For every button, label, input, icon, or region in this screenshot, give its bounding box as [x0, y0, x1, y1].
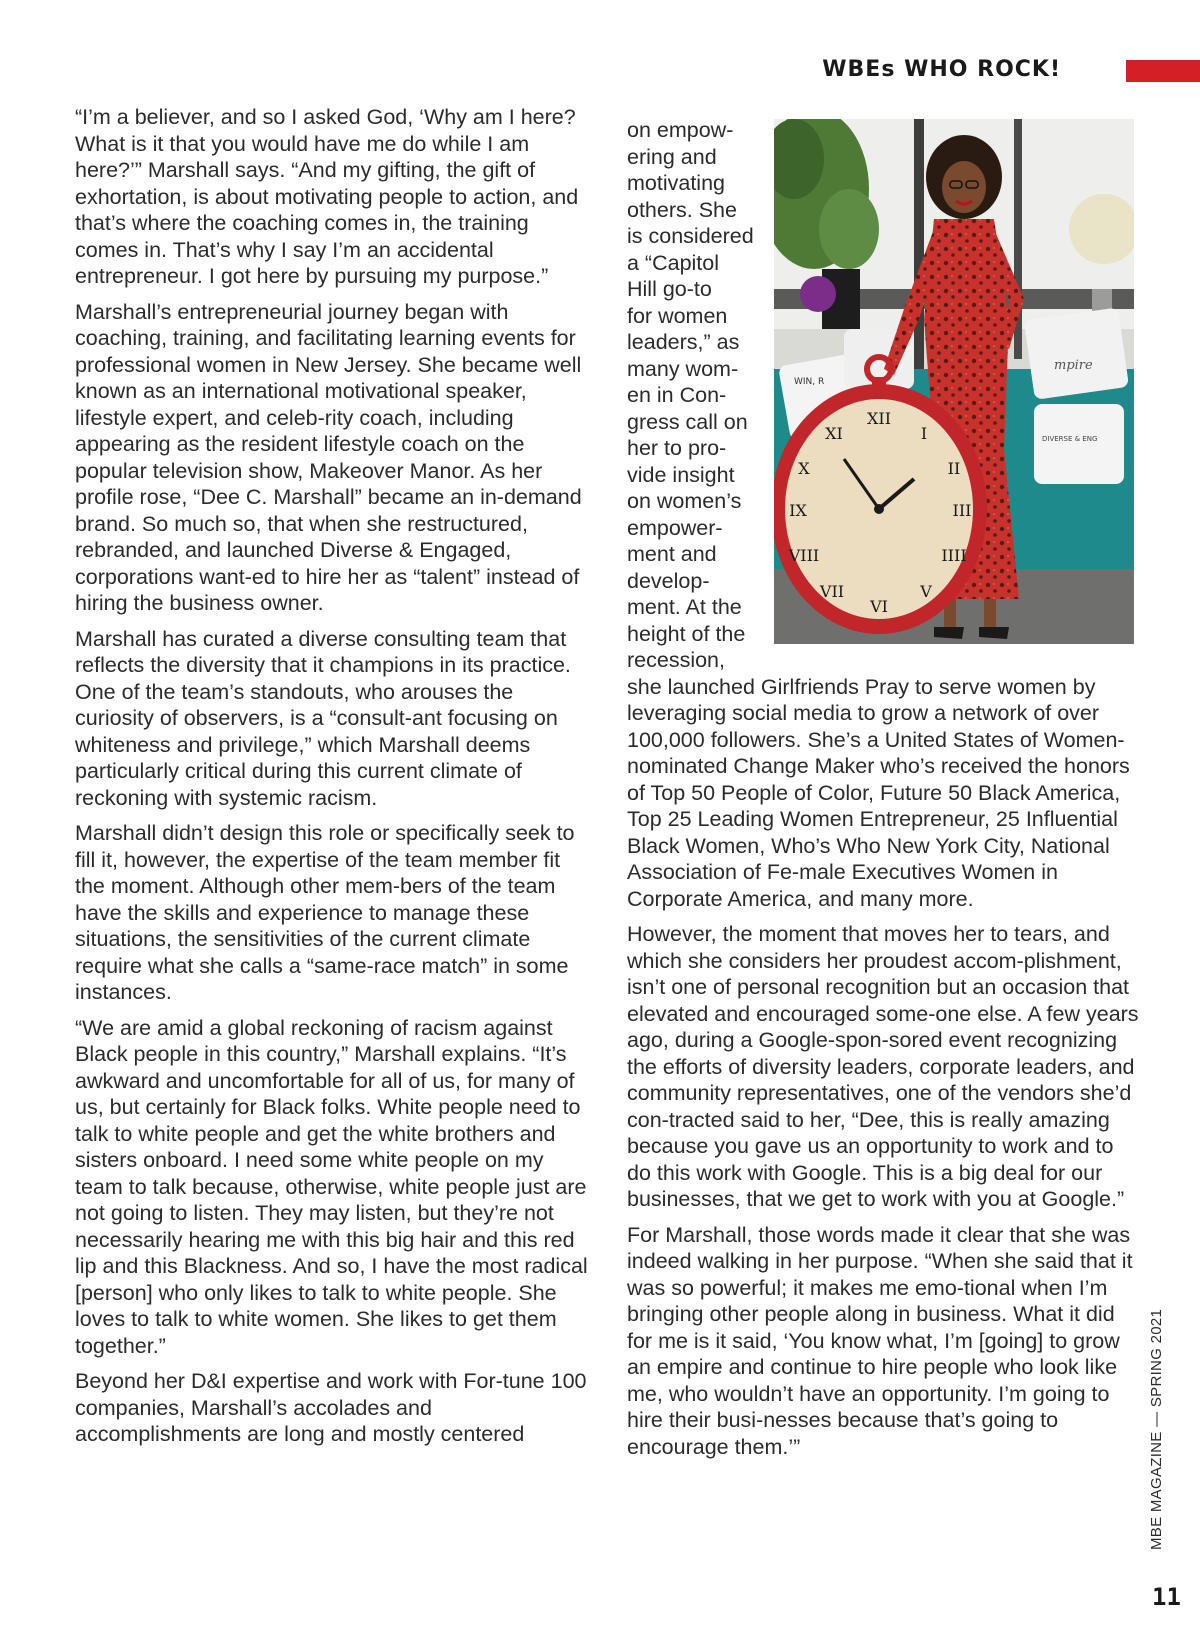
- text-line: is considered: [627, 224, 754, 248]
- pillow-text-left: WIN, R: [794, 377, 825, 387]
- paragraph: However, the moment that moves her to tears, and which she considers her proudest accom-plishment, isn’t one of personal recognition but an occasion that elevated and encouraged some-one else. A few years ago, during a Google-spon-sored event recognizing the efforts of diversity leaders, corporate leaders, and community representatives, one of the vendors she’d con-tracted said to her, “Dee, this is really amazing because you gave us an opportunity to work and to do this work with Google. This is a big deal for our businesses, that we get to work with you at Google.”: [627, 922, 1139, 1211]
- clock-numeral: I: [920, 424, 928, 443]
- text-line: her to pro-: [627, 436, 727, 460]
- clock-numeral: V: [920, 582, 932, 601]
- text-line: ment. At the: [627, 595, 742, 619]
- text-line: leaders,” as: [627, 330, 740, 354]
- pillow-text-script: mpire: [1054, 358, 1093, 373]
- page-number: 11: [1152, 1583, 1181, 1611]
- clock-numeral: XI: [825, 424, 843, 443]
- clock-numeral: III: [952, 501, 972, 520]
- text-line: many wom-: [627, 356, 739, 381]
- paragraph: “We are amid a global reckoning of racism against Black people in this country,” Marshall explains. “It’s awkward and uncomfortable for all of us, for many of us, but certainly for Black folks. White people need to talk to white people and get the white brothers and sisters onboard. I need some white people on my team to talk because, otherwise, white people just are not going to listen. They may listen, but they’re not necessarily hearing me with this big hair and this red lip and this Blackness. And so, I have the most radical [person] who only likes to talk to white people. She loves to talk to white women. She likes to get them together.”: [75, 1015, 588, 1358]
- paragraph: Marshall has curated a diverse consulting team that reflects the diversity that it champions in its practice. One of the team’s standouts, who arouses the curiosity of observers, is a “consult-ant focusing on whiteness and privilege,” which Marshall deems particularly critical during this current climate of reckoning with systemic racism.: [75, 626, 571, 810]
- text-line: a “Capitol: [627, 250, 720, 275]
- paragraph: Marshall didn’t design this role or specifically seek to fill it, however, the expertise of the team member fit the moment. Although other mem-bers of the team have the skills and experience to manage these situations, the sensitivities of the current climate require what she calls a “same-race match” in some instances.: [75, 821, 575, 1004]
- left-column: [75, 104, 590, 1457]
- clock-numeral: XII: [866, 409, 892, 428]
- text-line: gress call on: [627, 409, 748, 434]
- paragraph: Beyond her D&I expertise and work with For-tune 100 companies, Marshall’s accolades and accomplishments are long and mostly centered: [75, 1369, 587, 1446]
- text-line: for women: [627, 303, 728, 328]
- paragraph: For Marshall, those words made it clear that she was indeed walking in her purpose. “When she said that it was so powerful; it makes me emo-tional when I’m bringing other people along in business. What it did for me is it said, ‘You know what, I’m [going] to grow an empire and continue to hire people who look like me, who wouldn’t have an opportunity. I’m going to hire their busi-nesses because that’s going to encourage them.’”: [627, 1222, 1133, 1459]
- text-line: others. She: [627, 197, 737, 222]
- portrait-photo: [774, 119, 1134, 644]
- paragraph: Marshall’s entrepreneurial journey began with coaching, training, and facilitating learning events for professional women in New Jersey. She became well known as an international motivational speaker, lifestyle expert, and celeb-rity coach, including appearing as the resident lifestyle coach on the popular television show, Makeover Manor. As her profile rose, “Dee C. Marshall” became an in-demand brand. So much so, that when she restructured, rebranded, and launched Diverse & Engaged, corporations want-ed to hire her as “talent” instead of hiring the business owner.: [75, 299, 582, 615]
- text-line: motivating: [627, 171, 725, 195]
- section-title: WBEs WHO ROCK!: [822, 57, 1061, 82]
- pillow-text-right: DIVERSE & ENG: [1042, 435, 1098, 443]
- paragraph: she launched Girlfriends Pray to serve women by leveraging social media to grow a network of over 100,000 followers. She’s a United States of Women-nominated Change Maker who’s received the honors of Top 50 People of Color, Future 50 Black America, Top 25 Leading Women Entrepreneur, 25 Influential Black Women, Who’s Who New York City, National Association of Fe-male Executives Women in Corporate America, and many more.: [627, 674, 1130, 911]
- text-line: develop-: [627, 568, 710, 593]
- text-line: on empow-: [627, 118, 734, 142]
- text-line: ering and: [627, 144, 717, 169]
- text-line: Hill go-to: [627, 277, 712, 301]
- portrait-illustration: [774, 119, 1134, 644]
- text-line: vide insight: [627, 462, 735, 487]
- clock-numeral: II: [947, 459, 961, 478]
- vertical-caption: [1148, 1300, 1178, 1550]
- clock-numeral: IIII: [941, 546, 967, 565]
- text-line: recession,: [627, 648, 725, 672]
- narrow-text: [627, 117, 775, 674]
- clock-numeral: VIII: [788, 546, 820, 565]
- text-line: empower-: [627, 515, 723, 540]
- accent-bar: [1126, 60, 1200, 82]
- text-line: en in Con-: [627, 383, 727, 407]
- clock-numeral: VII: [819, 582, 845, 601]
- clock-numeral: VI: [870, 597, 888, 616]
- clock-numeral: X: [798, 459, 810, 478]
- text-line: height of the: [627, 621, 746, 646]
- clock-numeral: IX: [789, 501, 807, 520]
- magazine-issue: MBE MAGAZINE — SPRING 2021: [1148, 1308, 1165, 1550]
- text-line: ment and: [627, 542, 717, 566]
- text-line: on women’s: [627, 489, 742, 513]
- paragraph: “I’m a believer, and so I asked God, ‘Why am I here? What is it that you would have me do while I am here?’” Marshall says. “And my gifting, the gift of exhortation, is about motivating people to action, and that’s where the coaching comes in, the training comes in. That’s why I say I’m an accidental entrepreneur. I got here by pursuing my purpose.”: [75, 105, 579, 288]
